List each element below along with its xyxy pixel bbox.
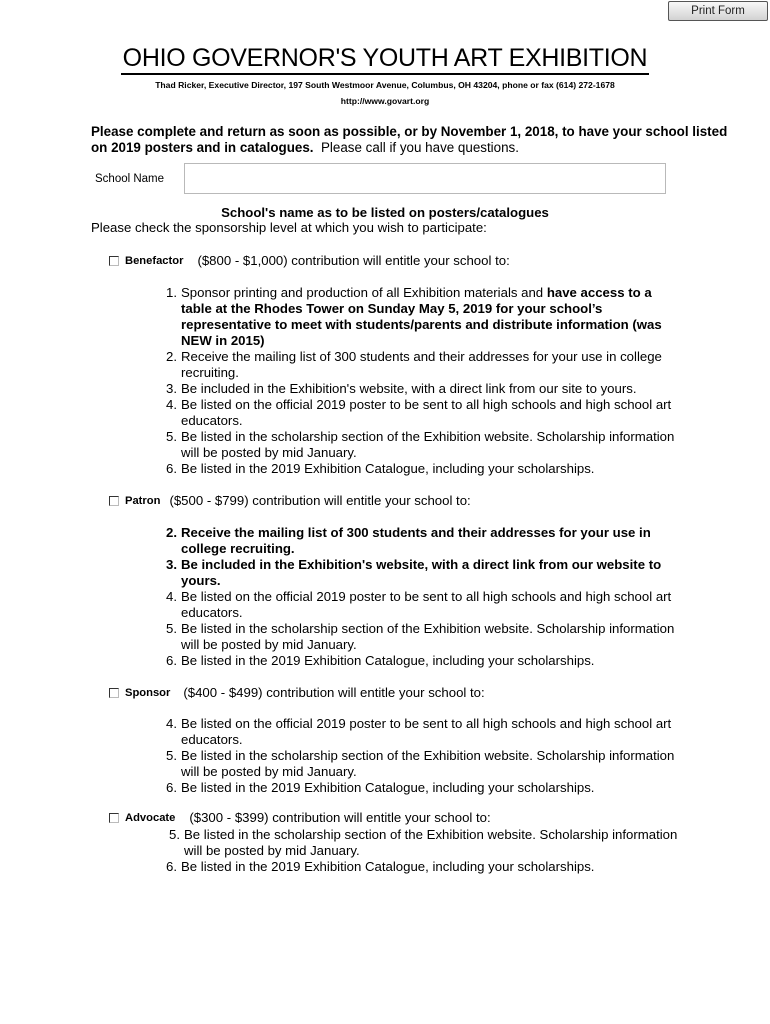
list-item: 2. Receive the mailing list of 300 students and their addresses for your use in college recruiting. (166, 525, 651, 556)
list-item: 6. Be listed in the 2019 Exhibition Catalogue, including your scholarships. (166, 859, 595, 874)
page-title: OHIO GOVERNOR'S YOUTH ART EXHIBITION (0, 44, 770, 73)
list-item: 4. Be listed on the official 2019 poster to be sent to all high schools and high school art educators. (166, 589, 672, 620)
level-advocate (109, 810, 491, 825)
level-patron (109, 493, 471, 508)
level-description: ($400 - $499) contribution will entitle your school to: (183, 685, 485, 700)
level-description: ($500 - $799) contribution will entitle your school to: (169, 493, 471, 508)
level-name: Sponsor (125, 687, 171, 699)
listing-heading: School's name as to be listed on posters/catalogues (221, 205, 549, 220)
list-item: 4. Be listed on the official 2019 poster to be sent to all high schools and high school art educators. (166, 716, 672, 747)
list-item: 6. Be listed in the 2019 Exhibition Catalogue, including your scholarships. (166, 780, 595, 795)
benefactor-benefits (166, 285, 686, 477)
level-name: Advocate (125, 812, 176, 824)
list-item: 4. Be listed on the official 2019 poster to be sent to all high schools and high school art educators. (166, 397, 672, 428)
list-item: 5. Be listed in the scholarship section of the Exhibition website. Scholarship information will be posted by mid January. (166, 429, 675, 460)
list-item: 6. Be listed in the 2019 Exhibition Catalogue, including your scholarships. (166, 653, 595, 668)
intro-call: Please call if you have questions. (320, 140, 519, 155)
school-name-input[interactable] (184, 163, 666, 194)
list-item: 5. Be listed in the scholarship section of the Exhibition website. Scholarship information will be posted by mid January. (166, 621, 675, 652)
level-benefactor (109, 253, 510, 268)
advocate-checkbox[interactable] (109, 813, 119, 823)
patron-checkbox[interactable] (109, 496, 119, 506)
list-item: 5. Be listed in the scholarship section of the Exhibition website. Scholarship information will be posted by mid January. (169, 827, 678, 858)
print-form-button[interactable]: Print Form (668, 1, 768, 21)
sponsor-benefits (166, 716, 686, 796)
contact-line: Thad Ricker, Executive Director, 197 South Westmoor Avenue, Columbus, OH 43204, phone or fax (614) 272-1678 (155, 80, 615, 90)
list-item: 6. Be listed in the 2019 Exhibition Catalogue, including your scholarships. (166, 461, 595, 476)
intro-deadline: Please complete and return as soon as possible, or by November 1, 2018, to have your school listed on 2019 posters and in catalogues. (91, 124, 728, 155)
level-name: Benefactor (125, 255, 184, 267)
level-sponsor (109, 685, 485, 700)
level-description: ($300 - $399) contribution will entitle your school to: (189, 810, 491, 825)
school-name-label: School Name (95, 173, 165, 185)
list-item: 2. Receive the mailing list of 300 students and their addresses for your use in college recruiting. (166, 349, 662, 380)
list-item: 5. Be listed in the scholarship section of the Exhibition website. Scholarship information will be posted by mid January. (166, 748, 675, 779)
patron-benefits (166, 525, 686, 669)
level-name: Patron (125, 495, 161, 507)
list-item: 1. Sponsor printing and production of all Exhibition materials and have access to a table at the Rhodes Tower on Sunday May 5, 2019 for your school’s representative to meet with students/parents and distribute information (was NEW in 2015) (166, 285, 662, 348)
level-description: ($800 - $1,000) contribution will entitle your school to: (197, 253, 510, 268)
list-item: 3. Be included in the Exhibition's website, with a direct link from our website to yours. (166, 557, 662, 588)
sponsor-checkbox[interactable] (109, 688, 119, 698)
benefactor-checkbox[interactable] (109, 256, 119, 266)
advocate-benefits (166, 827, 686, 875)
list-item: 3. Be included in the Exhibition's website, with a direct link from our site to yours. (166, 381, 637, 396)
website-url: http://www.govart.org (340, 96, 430, 106)
intro-text (91, 124, 741, 156)
sponsorship-instruction: Please check the sponsorship level at which you wish to participate: (91, 220, 487, 235)
